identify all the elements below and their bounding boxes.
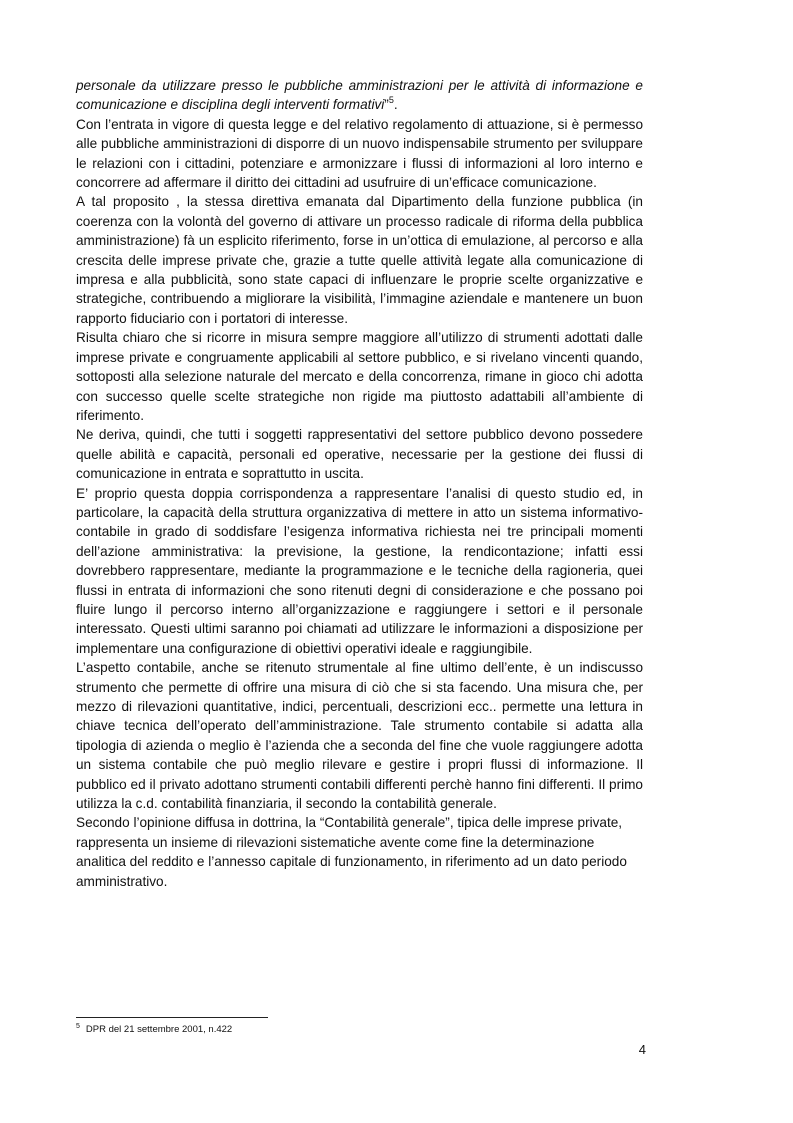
paragraph-3: A tal proposito , la stessa direttiva emanata dal Dipartimento della funzione pubblica (in coerenza con la volontà del governo di attivare un processo radicale di riforma della pubblica amministrazione) fà un esplicito riferimento, forse in un’ottica di emulazione, al percorso e alla crescita delle imprese private che, grazie a tutte quelle attività legate alla comunicazione di impresa e alla pubblicità, sono state capaci di influenzare le proprie scelte organizzative e strategiche, contribuendo a migliorare la visibilità, l’immagine aziendale e mantenere un buon rapporto fiduciario con i portatori di interesse. <box>76 194 643 326</box>
footnote <box>76 1024 476 1036</box>
quoted-directive-text: personale da utilizzare presso le pubbliche amministrazioni per le attività di informazione e comunicazione e disciplina degli interventi formativi <box>76 78 643 113</box>
footnote-reference[interactable]: 5 <box>388 95 394 106</box>
footnote-number: 5 <box>76 1023 80 1030</box>
paragraph-6: E’ proprio questa doppia corrispondenza a rappresentare l’analisi di questo studio ed, in particolare, la capacità della struttura organizzativa di mettere in atto un sistema informativo-contabile in grado di soddisfare l’esigenza informativa richiesta nei tre principali momenti dell’azione amministrativa: la previsione, la gestione, la rendicontazione; infatti essi dovrebbero rappresentare, mediante la programmazione e le tecniche della ragioneria, quei flussi in entrata di informazioni che sono ritenuti degni di considerazione e che possano poi fluire lungo il percorso interno all’organizzazione e raggiungere i settori e il personale interessato. Questi ultimi saranno poi chiamati ad utilizzare le informazioni a disposizione per implementare una configurazione di obiettivi operativi ideale e raggiungibile. <box>76 485 643 656</box>
paragraph-2: Con l’entrata in vigore di questa legge e del relativo regolamento di attuazione, si è permesso alle pubbliche amministrazioni di disporre di un nuovo indispensabile strumento per sviluppare le relazioni con i cittadini, potenziare e armonizzare i flussi di informazioni al loro interno e concorrere ad affermare il diritto dei cittadini ad usufruire di un’efficace comunicazione. <box>76 116 643 191</box>
closing-quote: ” <box>384 97 389 113</box>
page-number: 4 <box>638 1042 646 1057</box>
paragraph-4: Risulta chiaro che si ricorre in misura sempre maggiore all’utilizzo di strumenti adottati dalle imprese private e congruamente applicabili al settore pubblico, e si rivelano vincenti quando, sottoposti alla selezione naturale del mercato e della concorrenza, rimane in gioco chi adotta con successo quelle scelte strategiche non rigide ma piuttosto adattabili all’ambiente di riferimento. <box>76 330 643 423</box>
paragraph-7: L’aspetto contabile, anche se ritenuto strumentale al fine ultimo dell’ente, è un indiscusso strumento che permette di offrire una misura di ciò che si sta facendo. Una misura che, per mezzo di rilevazioni quantitative, indici, percentuali, descrizioni ecc.. permette una lettura in chiave tecnica dell’operato dell’amministrazione. Tale strumento contabile si adatta alla tipologia di azienda o meglio è l’azienda che a seconda del fine che vuole raggiungere adotta un sistema contabile che può meglio rilevare e gestire i propri flussi di informazione. Il pubblico ed il privato adottano strumenti contabili differenti perchè hanno fini differenti. Il primo utilizza la c.d. contabilità finanziaria, il secondo la contabilità generale. <box>76 660 643 812</box>
sentence-end: . <box>393 97 398 113</box>
paragraph-5: Ne deriva, quindi, che tutti i soggetti rappresentativi del settore pubblico devono possedere quelle abilità e capacità, personali ed operative, necessarie per la gestione dei flussi di comunicazione in entrata e soprattutto in uscita. <box>76 427 643 482</box>
footnote-text: DPR del 21 settembre 2001, n.422 <box>85 1024 233 1035</box>
paragraph-1 <box>76 76 643 115</box>
footnote-separator <box>76 1017 268 1018</box>
paragraph-8: Secondo l’opinione diffusa in dottrina, la “Contabilità generale”, tipica delle imprese private, rappresenta un insieme di rilevazioni sistematiche avente come fine la determinazione analitica del reddito e l’annesso capitale di funzionamento, in riferimento ad un dato periodo amministrativo. <box>76 815 627 889</box>
body-text <box>76 76 643 891</box>
